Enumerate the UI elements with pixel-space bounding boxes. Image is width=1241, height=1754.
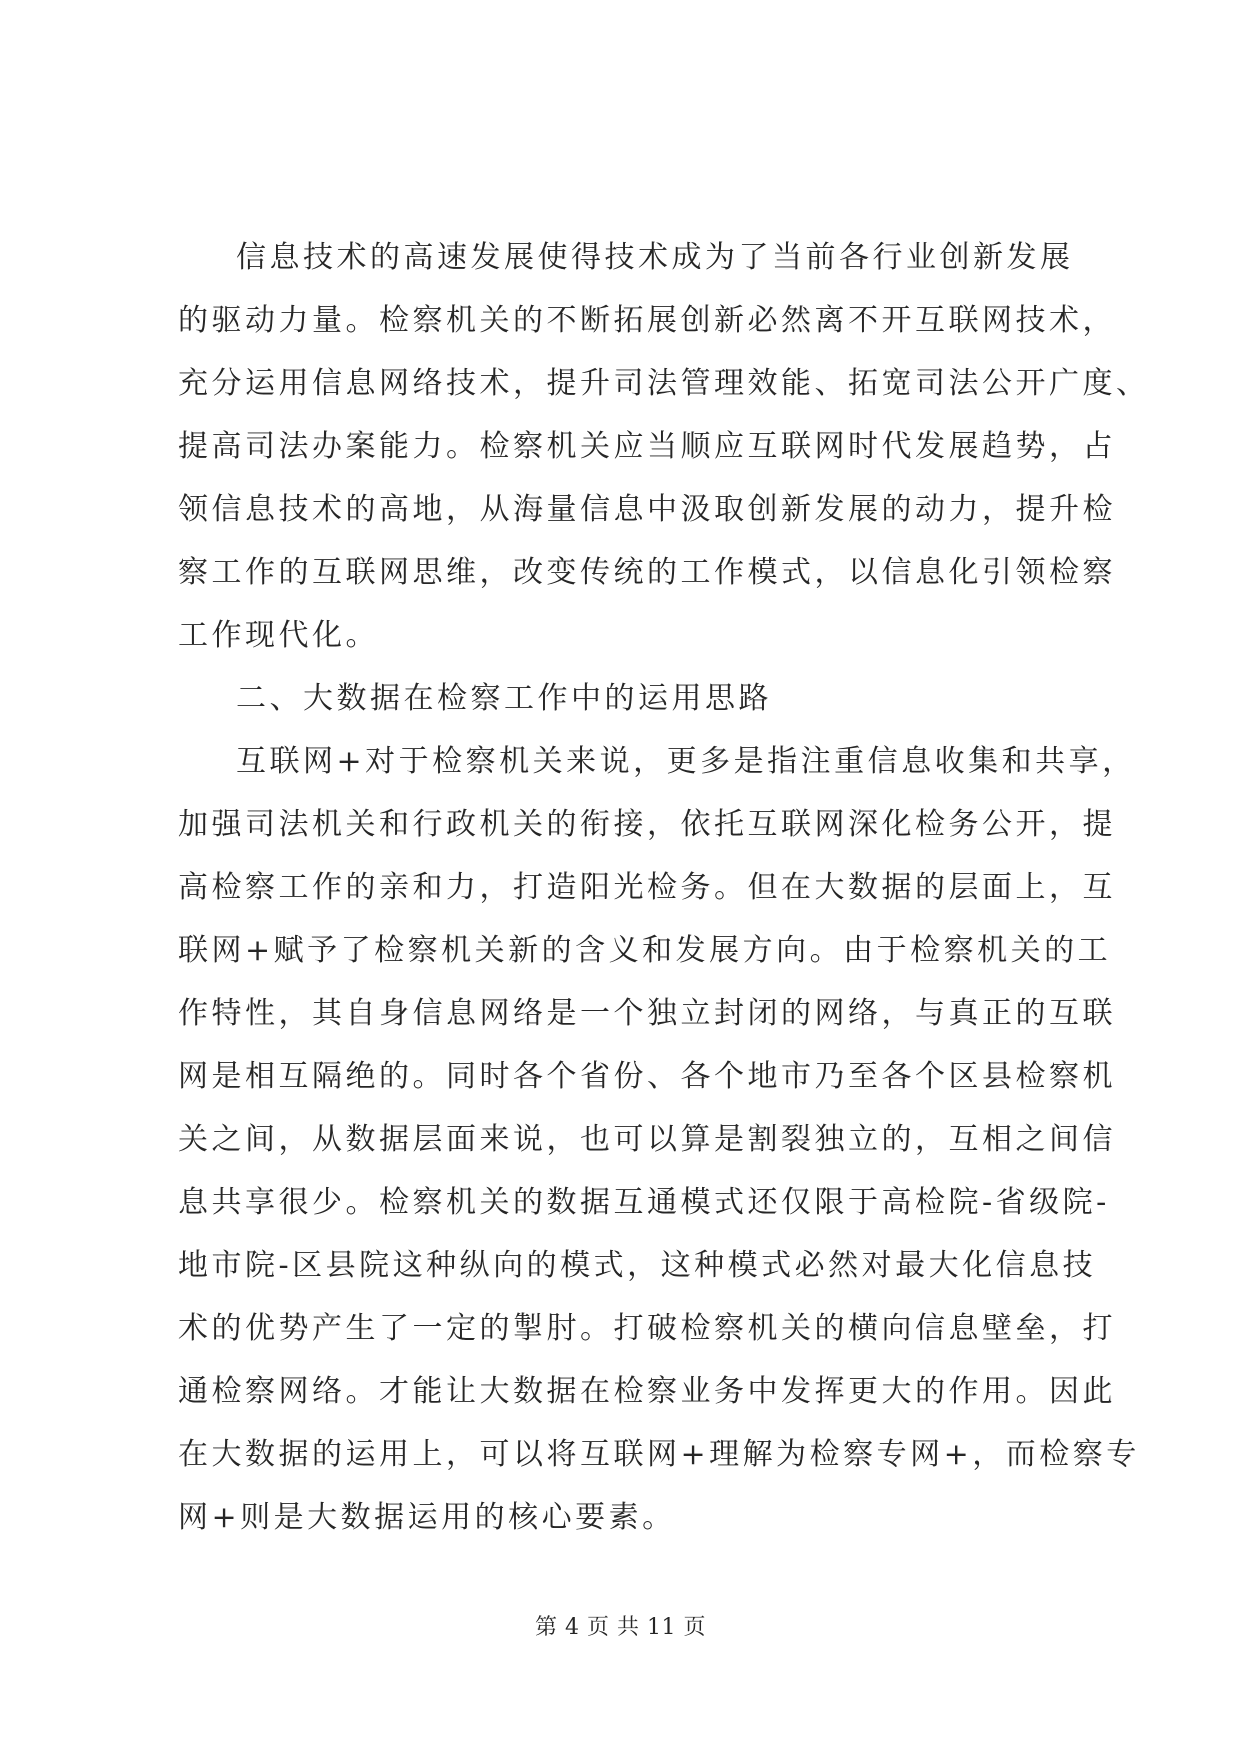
section-heading	[178, 667, 1098, 730]
text-line: 高检察工作的亲和力，打造阳光检务。但在大数据的层面上，互	[178, 870, 1116, 905]
text-line: 地市院-区县院这种纵向的模式，这种模式必然对最大化信息技	[178, 1248, 1097, 1283]
text-line: 领信息技术的高地，从海量信息中汲取创新发展的动力，提升检	[178, 492, 1116, 527]
heading-text: 二、大数据在检察工作中的运用思路	[236, 681, 772, 716]
page-footer	[0, 1610, 1241, 1641]
text-line: 关之间，从数据层面来说，也可以算是割裂独立的，互相之间信	[178, 1122, 1116, 1157]
text-line: 在大数据的运用上，可以将互联网+理解为检察专网+，而检察专	[178, 1437, 1140, 1472]
text-line: 联网+赋予了检察机关新的含义和发展方向。由于检察机关的工	[178, 933, 1112, 968]
text-line: 通检察网络。才能让大数据在检察业务中发挥更大的作用。因此	[178, 1374, 1116, 1409]
text-line: 网+则是大数据运用的核心要素。	[178, 1500, 676, 1535]
text-line: 察工作的互联网思维，改变传统的工作模式，以信息化引领检察	[178, 555, 1116, 590]
text-line: 充分运用信息网络技术，提升司法管理效能、拓宽司法公开广度、	[178, 366, 1150, 401]
text-line: 加强司法机关和行政机关的衔接，依托互联网深化检务公开，提	[178, 807, 1116, 842]
body-text	[178, 226, 1150, 1549]
text-line: 信息技术的高速发展使得技术成为了当前各行业创新发展	[236, 240, 1074, 275]
text-line: 提高司法办案能力。检察机关应当顺应互联网时代发展趋势，占	[178, 429, 1116, 464]
text-line: 工作现代化。	[178, 618, 379, 653]
paragraph-2	[178, 730, 1140, 1549]
page-number: 第 4 页 共 11 页	[535, 1615, 706, 1640]
text-line: 作特性，其自身信息网络是一个独立封闭的网络，与真正的互联	[178, 996, 1116, 1031]
text-line: 息共享很少。检察机关的数据互通模式还仅限于高检院-省级院-	[178, 1185, 1110, 1220]
text-line: 的驱动力量。检察机关的不断拓展创新必然离不开互联网技术，	[178, 303, 1116, 338]
text-line: 互联网+对于检察机关来说，更多是指注重信息收集和共享，	[236, 744, 1136, 779]
text-line: 术的优势产生了一定的掣肘。打破检察机关的横向信息壁垒，打	[178, 1311, 1116, 1346]
paragraph-1	[178, 226, 1150, 667]
text-line: 网是相互隔绝的。同时各个省份、各个地市乃至各个区县检察机	[178, 1059, 1116, 1094]
